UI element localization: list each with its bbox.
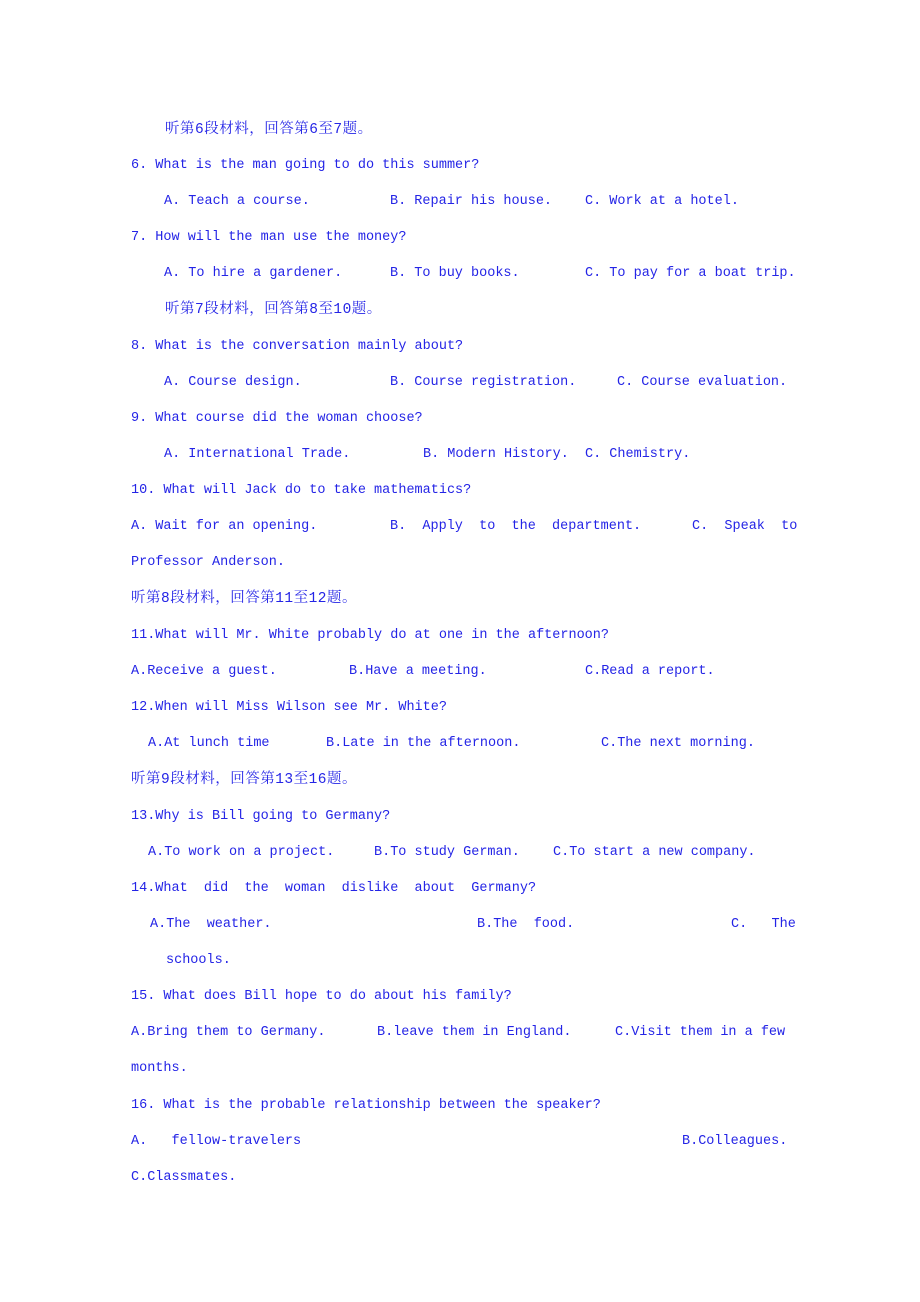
option-a: A. Teach a course.	[164, 194, 310, 209]
question-12: 12.When will Miss Wilson see Mr. White?	[131, 700, 447, 715]
option-c: C. Chemistry.	[585, 447, 691, 462]
section-heading: 听第6段材料，回答第6至7题。	[165, 122, 373, 138]
option-a: A.Bring them to Germany.	[131, 1025, 326, 1040]
option-a: A. Course design.	[164, 375, 302, 390]
option-b: B.Late in the afternoon.	[326, 736, 521, 751]
option-a: A.To work on a project.	[148, 845, 335, 860]
option-b: B. Course registration.	[390, 375, 577, 390]
section-heading: 听第7段材料，回答第8至10题。	[165, 302, 382, 318]
option-b: B.To study German.	[374, 845, 520, 860]
option-c-continued: months.	[131, 1061, 188, 1076]
question-15: 15. What does Bill hope to do about his family?	[131, 989, 512, 1004]
option-a: A.The weather.	[150, 917, 272, 932]
question-14: 14.What did the woman dislike about Germany?	[131, 881, 537, 896]
question-9: 9. What course did the woman choose?	[131, 411, 423, 426]
option-a: A. To hire a gardener.	[164, 266, 343, 281]
option-b: B. Modern History.	[423, 447, 569, 462]
option-b: B. Apply to the department.	[390, 519, 642, 534]
option-c: C.Read a report.	[585, 664, 715, 679]
question-13: 13.Why is Bill going to Germany?	[131, 809, 391, 824]
option-c: C. Work at a hotel.	[585, 194, 739, 209]
option-c: C. Speak to	[692, 519, 798, 534]
option-c: C.Visit them in a few	[615, 1025, 786, 1040]
question-8: 8. What is the conversation mainly about?	[131, 339, 464, 354]
option-c: C. The	[731, 917, 796, 932]
option-a: A. Wait for an opening.	[131, 519, 318, 534]
question-7: 7. How will the man use the money?	[131, 230, 407, 245]
option-a: A.Receive a guest.	[131, 664, 277, 679]
option-c: C. Course evaluation.	[617, 375, 788, 390]
option-c: C.Classmates.	[131, 1170, 237, 1185]
option-c: C. To pay for a boat trip.	[585, 266, 796, 281]
question-16: 16. What is the probable relationship between the speaker?	[131, 1098, 601, 1113]
option-c-continued: schools.	[166, 953, 231, 968]
option-b: B. To buy books.	[390, 266, 520, 281]
option-a: A. fellow-travelers	[131, 1134, 302, 1149]
option-b: B.The food.	[477, 917, 575, 932]
option-c: C.To start a new company.	[553, 845, 756, 860]
option-b: B.leave them in England.	[377, 1025, 572, 1040]
option-a: A.At lunch time	[148, 736, 270, 751]
section-heading: 听第8段材料，回答第11至12题。	[131, 591, 358, 607]
question-6: 6. What is the man going to do this summer?	[131, 158, 480, 173]
question-10: 10. What will Jack do to take mathematics?	[131, 483, 472, 498]
option-b: B. Repair his house.	[390, 194, 553, 209]
option-c: C.The next morning.	[601, 736, 755, 751]
question-11: 11.What will Mr. White probably do at one in the afternoon?	[131, 628, 609, 643]
option-b: B.Colleagues.	[682, 1134, 788, 1149]
option-a: A. International Trade.	[164, 447, 351, 462]
section-heading: 听第9段材料，回答第13至16题。	[131, 772, 358, 788]
option-c-continued: Professor Anderson.	[131, 555, 285, 570]
option-b: B.Have a meeting.	[349, 664, 487, 679]
